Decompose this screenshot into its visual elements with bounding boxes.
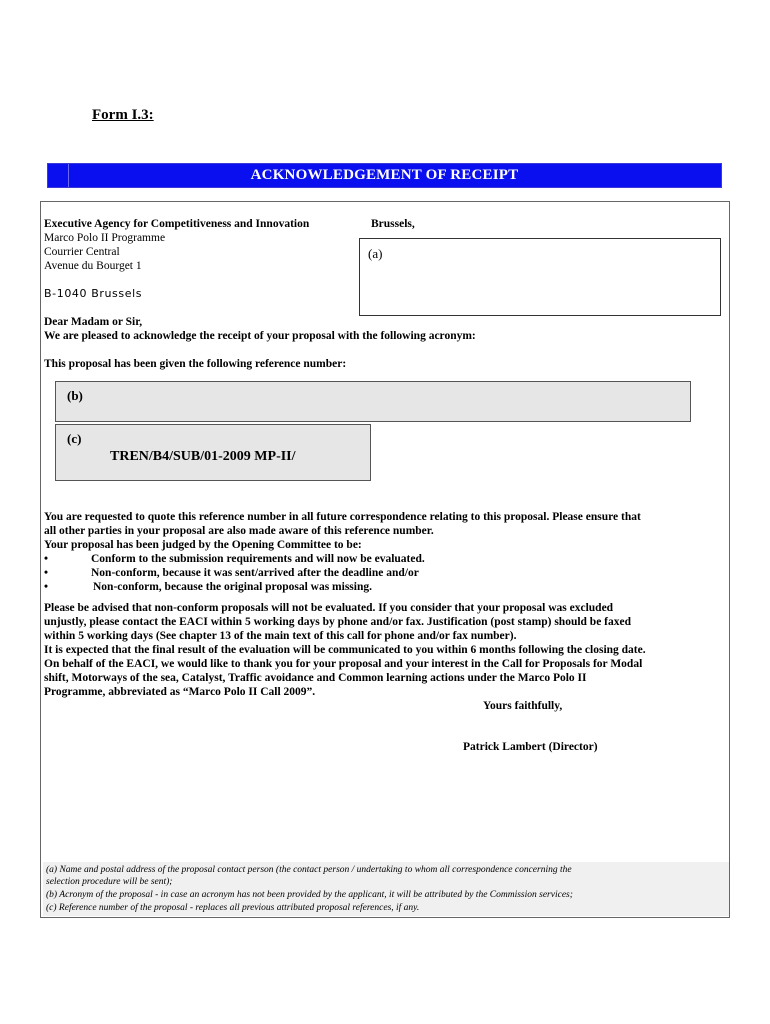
reference-mark: (c) (67, 431, 82, 446)
agency-city: B-1040 Brussels (44, 287, 143, 300)
closing-text: Yours faithfully, (483, 700, 563, 712)
footnotes (43, 862, 729, 916)
advice-line: It is expected that the final result of the evaluation will be communicated to you within 6 months following the closing date. (44, 644, 646, 656)
reference-number: TREN/B4/SUB/01-2009 MP-II/ (110, 449, 296, 464)
reference-box (55, 424, 371, 481)
bullet-text: Non-conform, because it was sent/arrived after the deadline and/or (91, 567, 419, 579)
signatory: Patrick Lambert (Director) (463, 741, 598, 753)
footnote-line: (c) Reference number of the proposal - replaces all previous attributed proposal references, if any. (46, 903, 420, 913)
bullet-item (44, 566, 419, 580)
acronym-box (55, 381, 691, 422)
agency-name: Executive Agency for Competitiveness and Innovation (44, 218, 310, 230)
bullet-item (44, 552, 425, 566)
advice-line: shift, Motorways of the sea, Catalyst, Traffic avoidance and Common learning actions under the Marco Polo II (44, 672, 587, 684)
place-label: Brussels, (371, 218, 415, 230)
bullet-symbol: • (44, 567, 49, 579)
salutation: Dear Madam or Sir, (44, 316, 143, 328)
bullet-text: Non-conform, because the original proposal was missing. (93, 581, 372, 593)
agency-programme: Marco Polo II Programme (44, 232, 166, 244)
agency-street: Avenue du Bourget 1 (44, 260, 142, 272)
advice-line: Please be advised that non-conform proposals will not be evaluated. If you consider that your proposal was excluded (44, 602, 614, 614)
form-label: Form I.3: (92, 107, 154, 123)
footnote-line: selection procedure will be sent); (46, 877, 173, 887)
intro-text: We are pleased to acknowledge the receipt of your proposal with the following acronym: (44, 330, 476, 342)
contact-address-box (359, 238, 721, 316)
banner-title: ACKNOWLEDGEMENT OF RECEIPT (250, 167, 519, 183)
advice-line: On behalf of the EACI, we would like to thank you for your proposal and your interest in the Call for Proposals for Modal (44, 658, 643, 670)
bullet-text: Conform to the submission requirements and will now be evaluated. (91, 553, 425, 565)
reference-intro: This proposal has been given the following reference number: (44, 358, 347, 370)
advice-line: Programme, abbreviated as “Marco Polo II Call 2009”. (44, 686, 316, 698)
acronym-mark: (b) (67, 388, 83, 403)
bullet-symbol: • (44, 553, 49, 565)
footnote-line: (b) Acronym of the proposal - in case an acronym has not been provided by the applicant, it will be attributed by the Commission services; (46, 890, 573, 900)
quote-line-2: all other parties in your proposal are also made aware of this reference number. (44, 525, 434, 537)
bullet-symbol: • (44, 581, 49, 593)
footnote-line: (a) Name and postal address of the proposal contact person (the contact person / undertaking to whom all correspondence concerning the (46, 865, 572, 875)
agency-department: Courrier Central (44, 246, 120, 258)
quote-line-1: You are requested to quote this reference number in all future correspondence relating to this proposal. Please ensure that (44, 511, 641, 523)
title-banner (47, 163, 722, 188)
judged-text: Your proposal has been judged by the Opening Committee to be: (44, 539, 362, 551)
bullet-item (44, 580, 372, 594)
address-mark: (a) (368, 246, 383, 261)
advice-line: within 5 working days (See chapter 13 of the main text of this call for phone and/or fax number). (44, 630, 517, 642)
advice-line: unjustly, please contact the EACI within 5 working days by phone and/or fax. Justification (post stamp) should be faxed (44, 616, 632, 628)
